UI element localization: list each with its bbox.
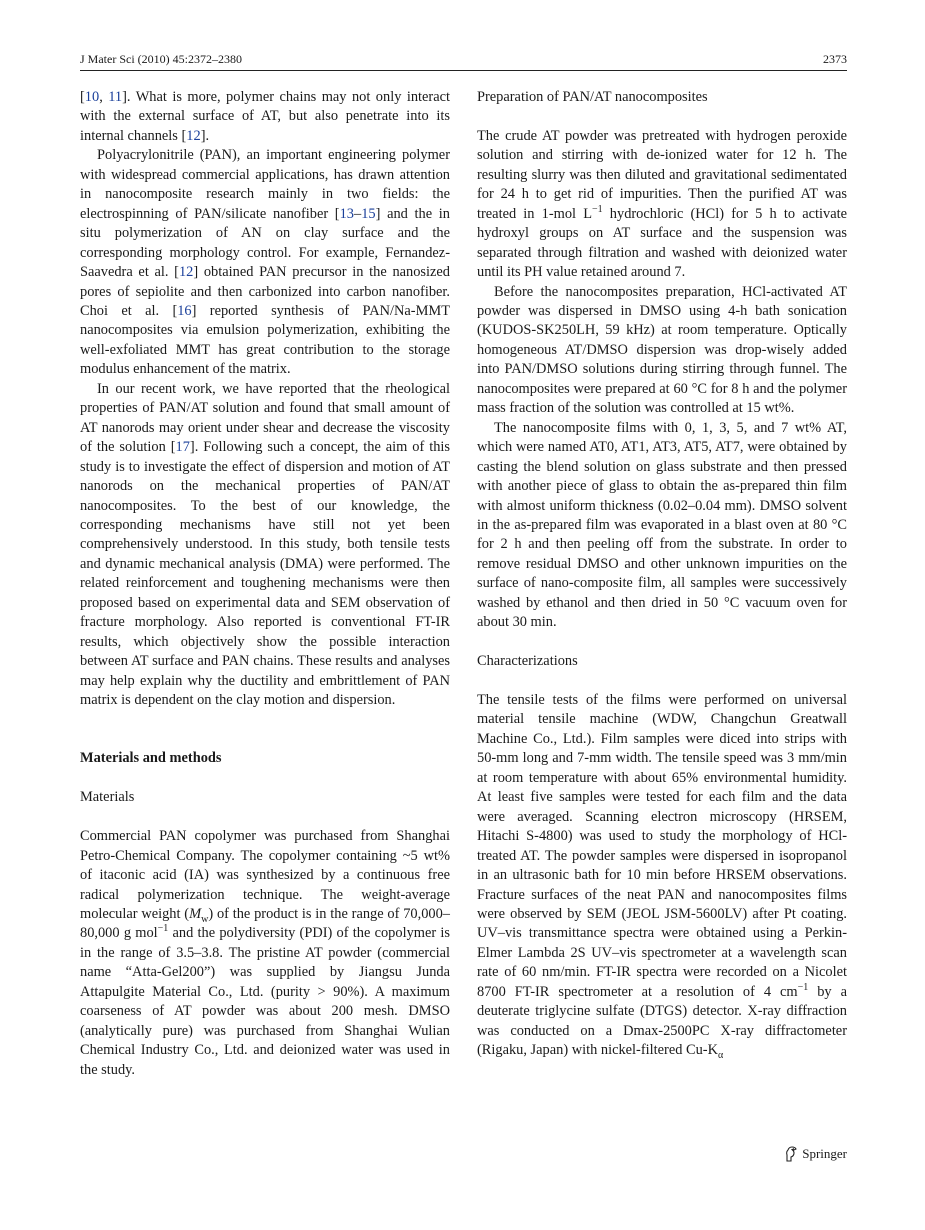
citation-link[interactable]: 10	[84, 89, 100, 105]
page-number: 2373	[823, 52, 847, 66]
citation-link[interactable]: 12	[186, 127, 201, 144]
paragraph-film-casting: The nanocomposite films with 0, 1, 3, 5, and 7 wt% AT, which were named AT0, AT1, AT3, AT5, AT7, were obtained by casting the blend solution on glass substrate and then pressed with another piece of glass to obtain the as-prepared thin film with almost uniform thickness (0.02–0.04 mm). DMSO solvent in the as-prepared film was evaporated in a blast oven at 80 °C for 2 h and then peeling off from the substrate. In order to remove residual DMSO and other unknown impurities on the surface of nano-composite film, all samples were successively washed by ethanol and then dried in 50 °C vacuum oven for about 30 min.	[477, 419, 847, 631]
paragraph-nanocomposite-preparation: Before the nanocomposites preparation, HCl-activated AT powder was dispersed in DMSO using 4-h bath sonication (KUDOS-SK250LH, 59 kHz) at room temperature. Optically homogeneous AT/DMSO dispersion was drop-wisely added into PAN/DMSO solutions during stirring through funnel. The nanocomposites were prepared at 60 °C for 8 h and the polymer mass fraction of the solution was controlled at 15 wt%.	[477, 283, 847, 417]
section-heading-materials-methods: Materials and methods	[80, 750, 222, 767]
subsection-heading-preparation: Preparation of PAN/AT nanocomposites	[477, 89, 708, 105]
paragraph-characterizations: The tensile tests of the films were performed on universal material tensile machine (WDW, Changchun Greatwall Machine Co., Ltd.). Film samples were diced into strips with 50-mm long and 7-mm width. The tensile speed was 3 mm/min at room temperature with about 65% environmental humidity. At least five samples were tested for each film and the data were averaged. Scanning electron microscopy (HRSEM, Hitachi S-4800) was used to study the morphology of HCl-treated AT. The powder samples were dispersed in isopropanol in an ultrasonic bath for 10 min before HRSEM observations. Fracture surfaces of the neat PAN and nanocomposites films were observed by SEM (JEOL JSM-5600LV) after Pt coating. UV–vis transmittance spectra were obtained using a Perkin-Elmer Lambda 2S UV–vis spectrometer at a wavelength scan rate of 60 nm/min. FT-IR spectra were recorded on a Nicolet 8700 FT-IR spectrometer at a resolution of 4 $cm^{-1}$ by a deuterate triglycine sulfate (DTGS) detector. X-ray diffraction was conducted on a Dmax-2500PC X-ray diffractometer (Rigaku, Japan) with nickel-filtered $Cu-K_\alpha$	[477, 692, 847, 1062]
paragraph-study-aim: In our recent work, we have reported that the rheological properties of PAN/AT solution and found that small amount of AT nanorods may orient under shear and decrease the viscosity of the solution [17]. Following such a concept, the aim of this study is to investigate the effect of dispersion and motion of AT nanorods on the mechanical properties of PAN/AT nanocomposites. To the best of our knowledge, the corresponding mechanisms have still not yet been comprehensively understood. In this study, both tensile tests and dynamic mechanical analysis (DMA) were performed. The related reinforcement and toughening mechanisms were then proposed based on experimental data and SEM observation of fracture morphology. Also reported is conventional FT-IR results, which objectively show the possible interaction between AT surface and PAN chains. These results and analyses may help explain why the ductility and embrittlement of PAN matrix is dependent on the clay motion and dispersion.	[80, 380, 450, 709]
subsection-heading-materials: Materials	[80, 789, 135, 806]
right-column	[477, 88, 847, 1061]
paragraph-at-pretreatment: The crude AT powder was pretreated with hydrogen peroxide solution and stirring with de-ionized water for 12 h. The resulting slurry was then diluted and gravitational sedimentated for 24 h to get rid of impurities. Then the purified AT was treated in 1-mol $L^{-1}$ hydrochloric (HCl) for 5 h to activate hydroxyl groups on AT surface and the suspension was separated through filtration and washed with deionized water until its PH value retained around 7.	[477, 127, 847, 281]
citation-link[interactable]: 15	[361, 205, 376, 222]
paragraph-materials: Commercial PAN copolymer was purchased from Shanghai Petro-Chemical Company. The copolymer containing ~5 wt% of itaconic acid (IA) was synthesized by a continuous free radical polymerization technique. The weight-average molecular weight $(M_w)$ of the product is in the range of 70,000–80,000 g mol$^{-1}$ and the polydiversity (PDI) of the copolymer is in the range of 3.5–3.8. The pristine AT powder (commercial name “Atta-Gel200”) was supplied by Jiangsu Junda Attapulgite Material Co., Ltd. (purity > 90%). A maximum coarseness of AT powder was about 200 mesh. DMSO (analytically pure) was purchased from Shanghai Wulian Chemical Industry Co., Ltd. and deionized water was used in the study.	[80, 828, 450, 1078]
citation-link[interactable]: 13	[339, 205, 354, 222]
paragraph-intro-continued: [10, 11]. What is more, polymer chains may not only interact with the external surface of AT, but also penetrate into its internal channels [12].	[80, 89, 450, 144]
paragraph-pan-background: Polyacrylonitrile (PAN), an important engineering polymer with widespread commercial applications, has drawn attention in nanocomposite research mainly in two fields: the electrospinning of PAN/silicate nanofiber [13–15] and the in situ polymerization of AN on clay surface and the corresponding morphology control. For example, Fernandez-Saavedra et al. [12] obtained PAN precursor in the nanosized pores of sepiolite and then carbonized into carbon nanofiber. Choi et al. [16] reported synthesis of PAN/Na-MMT nanocomposites via emulsion polymerization, exhibiting the well-exfoliated MMT has great contribution to the storage modulus enhancement of the matrix.	[80, 147, 450, 378]
citation-link[interactable]: 17	[175, 439, 190, 456]
publisher-name: Springer	[802, 1146, 847, 1161]
citation-link[interactable]: 12	[178, 264, 194, 281]
running-header	[80, 52, 847, 70]
citation-link[interactable]: 11	[108, 89, 123, 105]
citation-link[interactable]: 16	[177, 302, 192, 319]
left-column	[80, 88, 450, 1080]
journal-citation: J Mater Sci (2010) 45:2372–2380	[80, 52, 242, 66]
header-rule	[80, 70, 847, 71]
subsection-heading-characterizations: Characterizations	[477, 653, 578, 670]
springer-horse-icon	[784, 1146, 798, 1162]
publisher-footer	[784, 1146, 847, 1162]
